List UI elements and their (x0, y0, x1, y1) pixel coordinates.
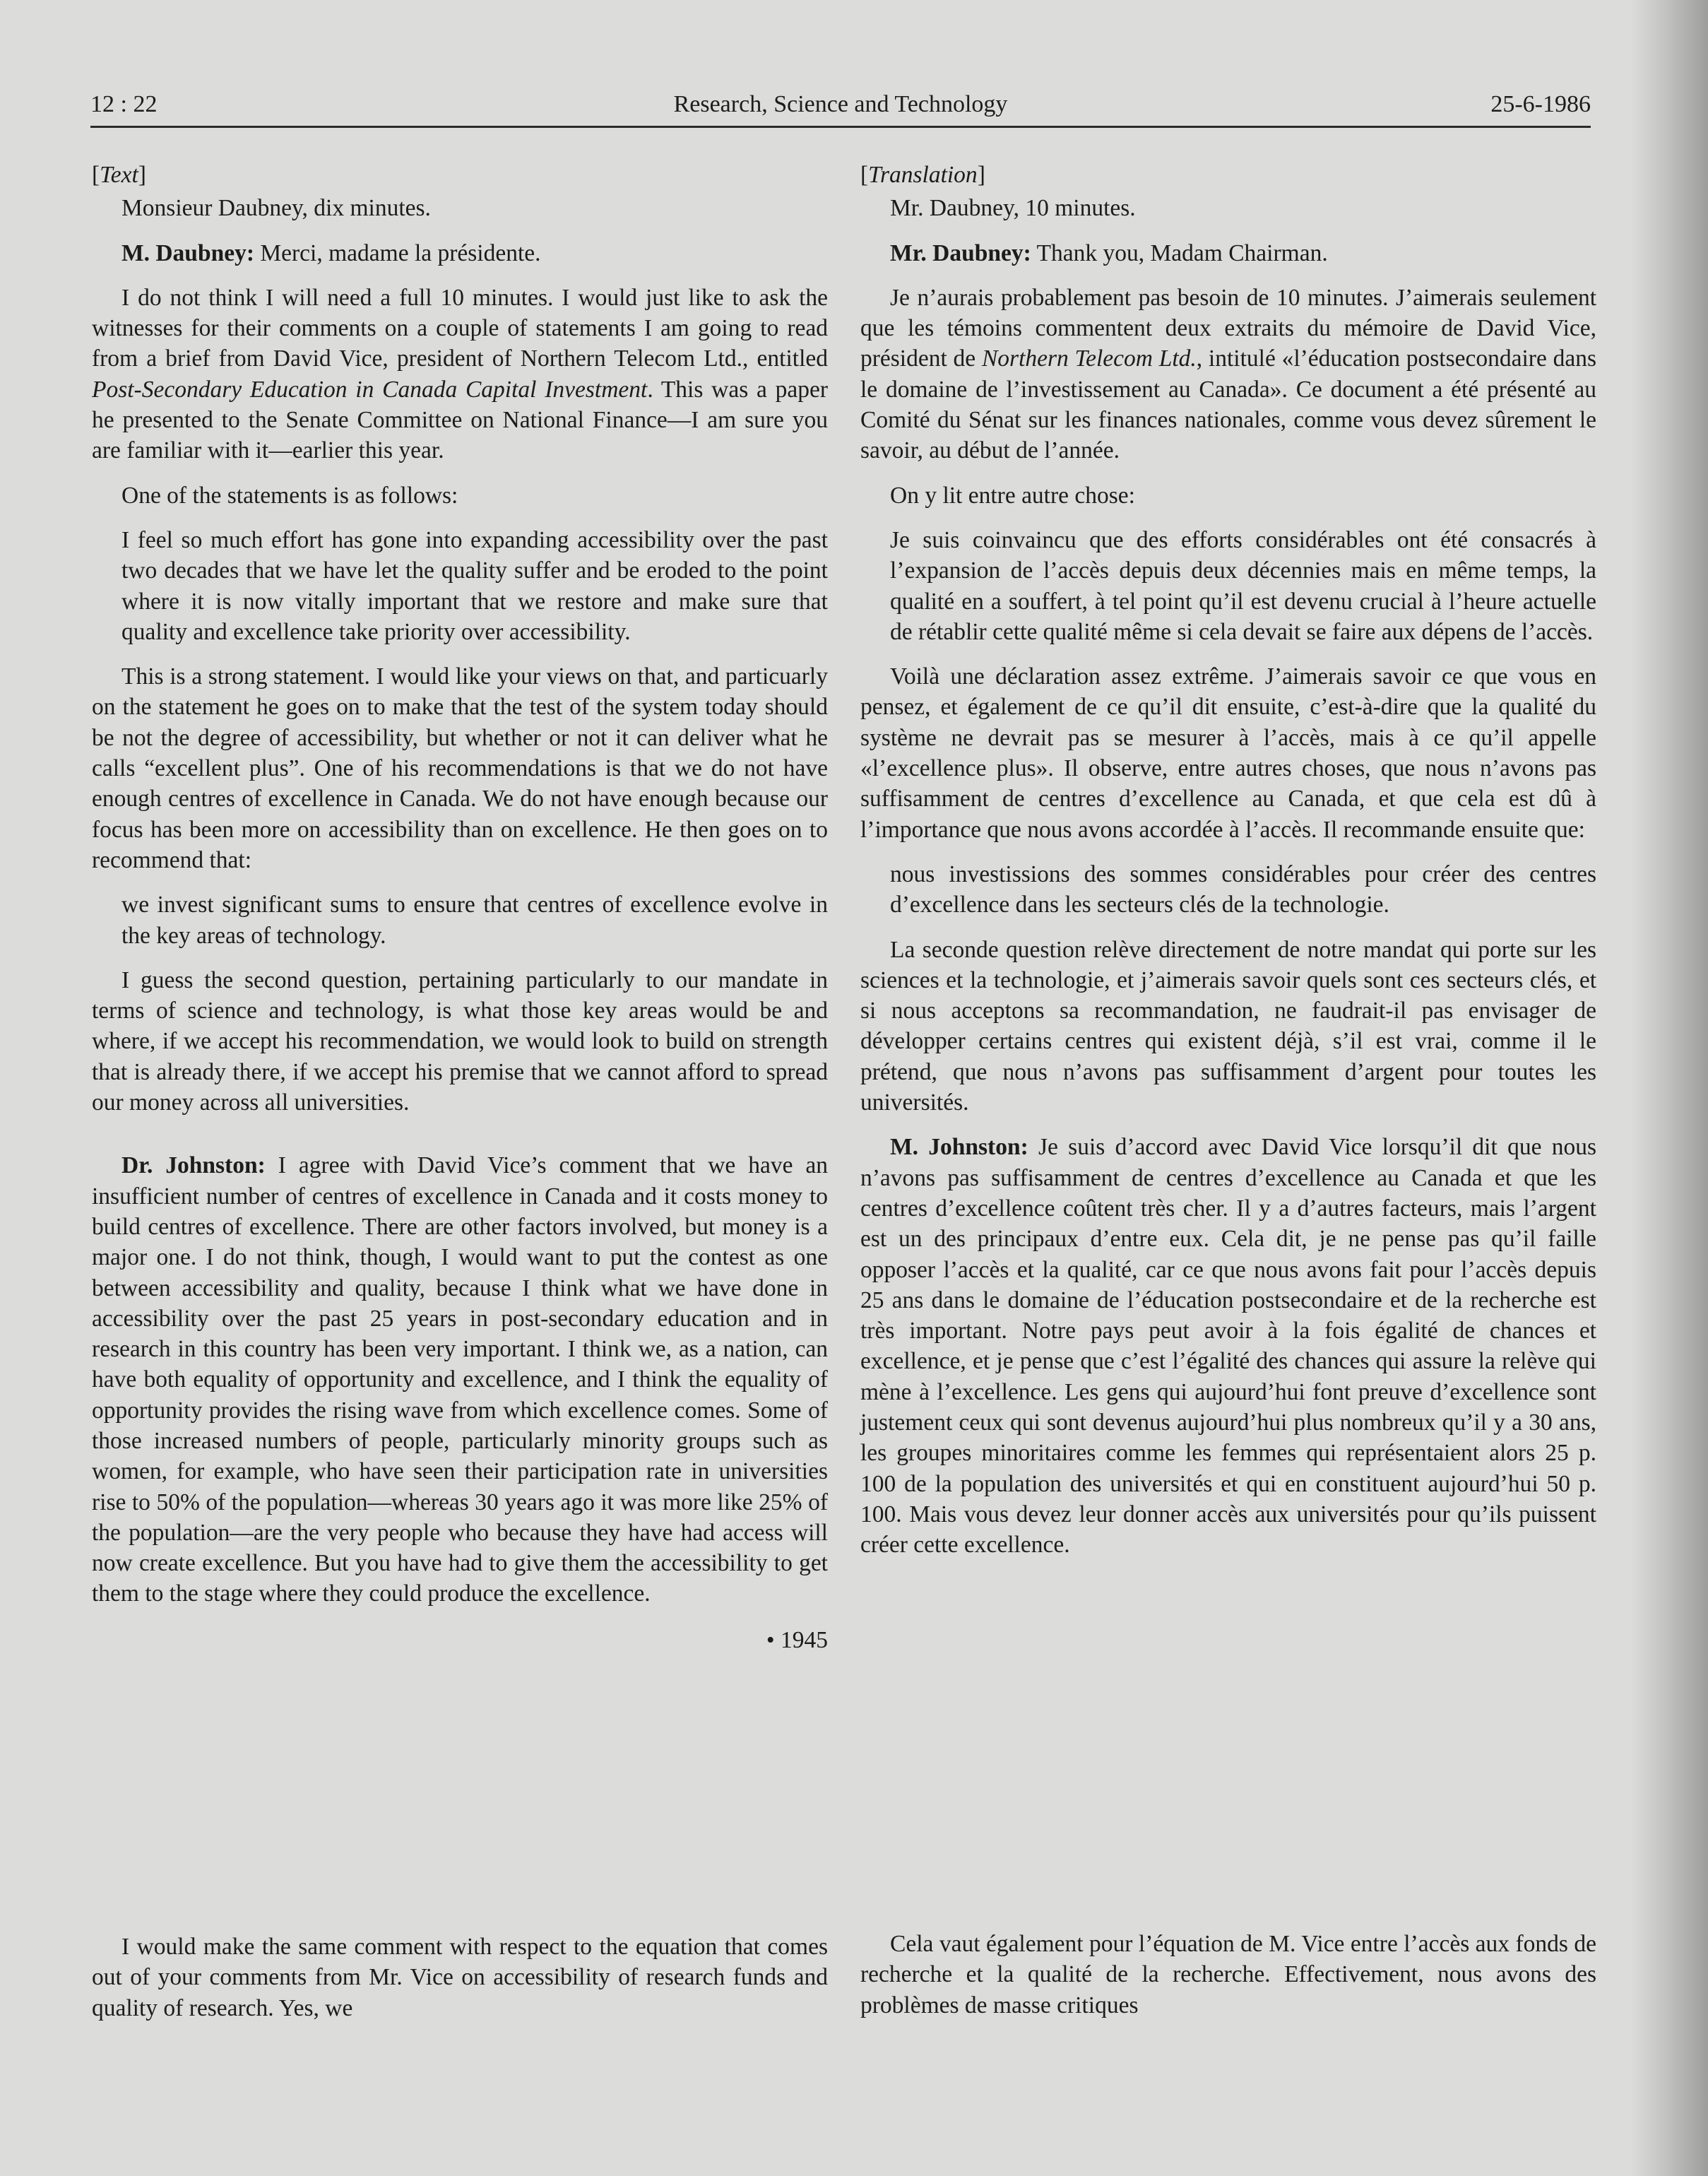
paragraph: Je n’aurais probablement pas besoin de 10 minutes. J’aimerais seulement que les témoins commentent deux extraits du mémoire de David Vice, président de Northern Telecom Ltd., intitulé «l’éducation postsecondaire dans le domaine de l’investissement au Canada». Ce document a été présenté au Comité du Sénat sur les finances nationales, comme vous devez sûrement le savoir, au début de l’année. (860, 284, 1596, 464)
paragraph: I do not think I will need a full 10 minutes. I would just like to ask the witnesses for their comments on a couple of statements I am going to read from a brief from David Vice, president of Northern Telecom Ltd., entitled Post-Secondary Education in Canada Capital Investment. This was a paper he presented to the Senate Committee on National Finance—I am sure you are familiar with it—earlier this year. (92, 284, 828, 464)
header-rule (90, 126, 1591, 128)
speaker-name: M. Daubney: (121, 240, 254, 266)
paragraph: I guess the second question, pertaining particularly to our mandate in terms of science and technology, is what those key areas would be and where, if we accept his recommendation, we would look to build on strength that is already there, if we accept his premise that we cannot afford to spread our money across all universities. (92, 966, 828, 1116)
page-edge-shadow (1630, 0, 1708, 2176)
speaker-name: Mr. Daubney: (890, 240, 1031, 266)
paragraph: Mr. Daubney: Thank you, Madam Chairman. (890, 240, 1328, 266)
french-column (860, 160, 1596, 2018)
speaker-name: Dr. Johnston: (121, 1152, 266, 1179)
paragraph: M. Daubney: Merci, madame la présidente. (121, 240, 541, 266)
committee-title: Research, Science and Technology (673, 91, 1008, 117)
paragraph: Dr. Johnston: I agree with David Vice’s comment that we have an insufficient number of centres of excellence in Canada and it costs money to build centres of excellence. There are other factors involved, but money is a major one. I do not think, though, I would want to put the contest as one between accessibility and quality, because I think what we have done in accessibility over the past 25 years in post-secondary education and in research in this country has been very important. I think we, as a nation, can have both equality of opportunity and excellence, and I think the equality of opportunity provides the rising wave from which excellence comes. Some of those increased numbers of people, particularly minority groups such as women, for example, who have seen their participation rate in universities rise to 50% of the population—whereas 30 years ago it was more like 25% of the population—are the very people who because they have had access will now create excellence. But you have had to give them the accessibility to get them to the stage where they could produce the excellence. (92, 1152, 829, 1607)
paragraph: Cela vaut également pour l’équation de M. Vice entre l’accès aux fonds de recherche et la qualité de la recherche. Effectivement, nous avons des problèmes de masse critiques (860, 1931, 1596, 2018)
paragraph: Monsieur Daubney, dix minutes. (121, 195, 431, 222)
block-quote: we invest significant sums to ensure that centres of excellence evolve in the key areas of technology. (121, 892, 828, 949)
paragraph: La seconde question relève directement de notre mandat qui porte sur les sciences et la technologie, et j’aimerais savoir quels sont ces secteurs clés, et si nous acceptons sa recommandation, ne faudrait-il pas envisager de développer certains centres qui existent déjà, s’il est vrai, comme il le prétend, que nous n’avons pas suffisamment d’argent pour toutes les universités. (860, 936, 1596, 1116)
page-header (90, 90, 1591, 126)
paragraph: This is a strong statement. I would like your views on that, and particuarly on the statement he goes on to make that the test of the system today should be not the degree of accessibility, but whether or not it can deliver what he calls “excellent plus”. One of his recommendations is that we do not have enough centres of excellence in Canada. We do not have enough because our focus has been more on accessibility than on excellence. He then goes on to recommend that: (92, 663, 828, 873)
block-quote: Je suis coinvaincu que des efforts considérables ont été consacrés à l’expansion de l’accès depuis deux décennies mais en même temps, la qualité en a souffert, à tel point qu’il est devenu crucial à l’heure actuelle de rétablir cette qualité même si cela devait se faire aux dépens de l’accès. (890, 526, 1596, 645)
meeting-date: 25-6-1986 (1490, 91, 1591, 117)
paragraph: On y lit entre autre chose: (890, 482, 1135, 509)
timestamp: • 1945 (766, 1626, 828, 1653)
paragraph: One of the statements is as follows: (121, 482, 458, 509)
speaker-name: M. Johnston: (890, 1134, 1028, 1161)
paragraph: Voilà une déclaration assez extrême. J’aimerais savoir ce que vous en pensez, et également de ce qu’il dit ensuite, c’est-à-dire que la qualité du système ne devrait pas se mesurer à l’accès, mais à ce qu’il appelle «l’excellence plus». Il observe, entre autres choses, que nous n’avons pas suffisamment de centres d’excellence au Canada, et que cela est dû à l’importance que nous avons accordée à l’accès. Il recommande ensuite que: (860, 663, 1596, 843)
paragraph: I would make the same comment with respect to the equation that comes out of your comments from Mr. Vice on accessibility of research funds and quality of research. Yes, we (92, 1934, 828, 2021)
page-number: 12 : 22 (90, 91, 158, 117)
paragraph: M. Johnston: Je suis d’accord avec David Vice lorsqu’il dit que nous n’avons pas suffisamment de centres d’excellence au Canada et que les centres d’excellence coûtent très cher. Il y a d’autres facteurs, mais l’argent est un des principaux d’entre eux. Cela dit, je ne pense pas qu’il faille opposer l’accès et la qualité, car ce que nous avons fait pour l’accès depuis 25 ans dans le domaine de l’éducation postsecondaire et de la recherche est très important. Notre pays peut avoir à la fois égalité de chances et excellence, et je pense que c’est l’égalité des chances qui assure la relève qui mène à l’excellence. Les gens qui aujourd’hui font preuve d’excellence sont justement ceux qui sont devenus aujourd’hui plus nombreux qu’il y a 30 ans, les groupes minoritaires comme les femmes qui représentaient alors 25 p. 100 de la population des universités et qui en constituent aujourd’hui 50 p. 100. Mais vous devez leur donner accès aux universités pour qu’ils puissent créer cette excellence. (860, 1134, 1596, 1559)
block-quote: I feel so much effort has gone into expanding accessibility over the past two decades that we have let the quality suffer and be eroded to the point where it is now vitally important that we restore and make sure that quality and excellence take priority over accessibility. (121, 526, 828, 645)
document-title: Post-Secondary Education in Canada Capital Investment (92, 376, 648, 403)
block-quote: nous investissions des sommes considérables pour créer des centres d’excellence dans les secteurs clés de la technologie. (890, 861, 1596, 918)
company-name: Northern Telecom Ltd. (981, 345, 1197, 372)
column-label: [Text] (92, 162, 146, 188)
column-label: [Translation] (860, 162, 985, 188)
paragraph: Mr. Daubney, 10 minutes. (890, 195, 1136, 222)
english-column (92, 160, 829, 2021)
